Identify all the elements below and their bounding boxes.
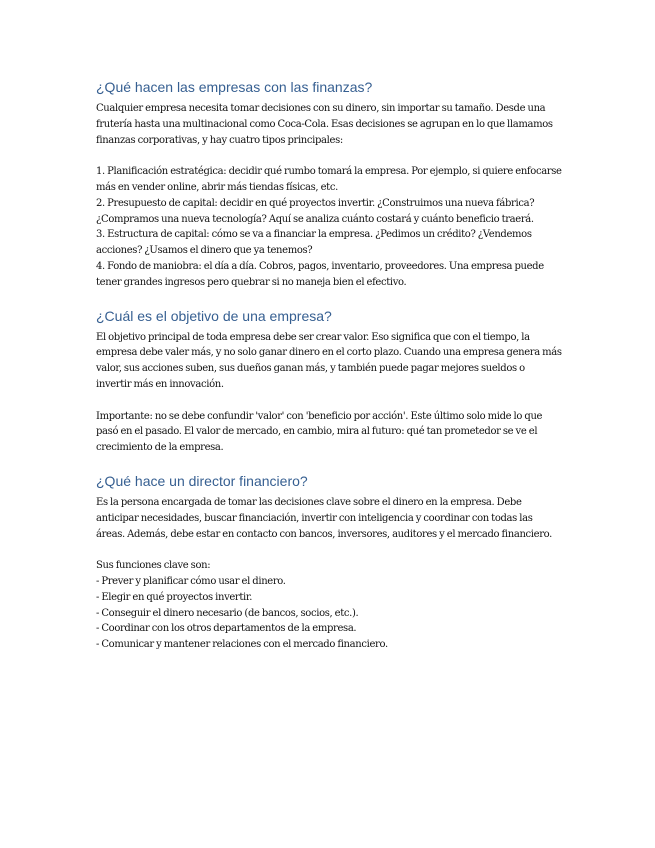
section-finanzas	[96, 78, 562, 291]
list-item: - Coordinar con los otros departamentos de la empresa.	[96, 623, 357, 635]
list-item: - Conseguir el dinero necesario (de bancos, socios, etc.).	[96, 607, 359, 619]
list-item: - Elegir en qué proyectos invertir.	[96, 591, 253, 603]
functions-list	[96, 574, 562, 653]
list-item: - Comunicar y mantener relaciones con el mercado financiero.	[96, 639, 388, 651]
finance-types-list	[96, 164, 562, 290]
list-item: 2. Presupuesto de capital: decidir en qué proyectos invertir. ¿Construimos una nueva fábrica? ¿Compramos una nueva tecnología? Aquí se analiza cuánto costará y cuánto beneficio traerá.	[96, 197, 535, 225]
body-paragraph: Es la persona encargada de tomar las decisiones clave sobre el dinero en la empresa. Debe anticipar necesidades, buscar financiación, invertir con inteligencia y coordinar con todas las áreas. Además, debe estar en contacto con bancos, inversores, auditores y el mercado financiero.	[96, 496, 552, 540]
body-paragraph: El objetivo principal de toda empresa debe ser crear valor. Eso significa que con el tiempo, la empresa debe valer más, y no solo ganar dinero en el corto plazo. Cuando una empresa genera más valor, sus acciones suben, sus dueños ganan más, y también puede pagar mejores sueldos o invertir más en innovación.	[96, 331, 562, 390]
list-item: 3. Estructura de capital: cómo se va a financiar la empresa. ¿Pedimos un crédito? ¿Vendemos acciones? ¿Usamos el dinero que ya tenemos?	[96, 229, 532, 257]
section-gap	[96, 291, 562, 307]
section-gap	[96, 456, 562, 472]
important-note: Importante: no se debe confundir 'valor' con 'beneficio por acción'. Este último solo mide lo que pasó en el pasado. El valor de mercado, en cambio, mira al futuro: qué tan prometedor se ve el crecimiento de la empresa.	[96, 410, 543, 454]
section-objetivo	[96, 307, 562, 456]
section-heading: ¿Qué hacen las empresas con las finanzas?	[96, 79, 373, 95]
list-title: Sus funciones clave son:	[96, 560, 211, 572]
paragraph-gap	[96, 148, 562, 164]
list-item: - Prever y planificar cómo usar el dinero.	[96, 575, 286, 587]
paragraph-gap	[96, 542, 562, 558]
section-heading: ¿Qué hace un director financiero?	[96, 472, 308, 489]
intro-paragraph: Cualquier empresa necesita tomar decisiones con su dinero, sin importar su tamaño. Desde una frutería hasta una multinacional como Coca-Cola. Esas decisiones se agrupan en lo que llamamos finanzas corporativas, y hay cuatro tipos principales:	[96, 103, 553, 146]
section-heading: ¿Cuál es el objetivo de una empresa?	[96, 307, 332, 324]
paragraph-gap	[96, 393, 562, 409]
list-item: 1. Planificación estratégica: decidir qué rumbo tomará la empresa. Por ejemplo, si quiere enfocarse más en vender online, abrir más tiendas físicas, etc.	[96, 166, 562, 193]
document-page	[96, 78, 562, 653]
list-item: 4. Fondo de maniobra: el día a día. Cobros, pagos, inventario, proveedores. Una empresa puede tener grandes ingresos pero quebrar si no maneja bien el efectivo.	[96, 260, 544, 288]
section-director	[96, 472, 562, 653]
